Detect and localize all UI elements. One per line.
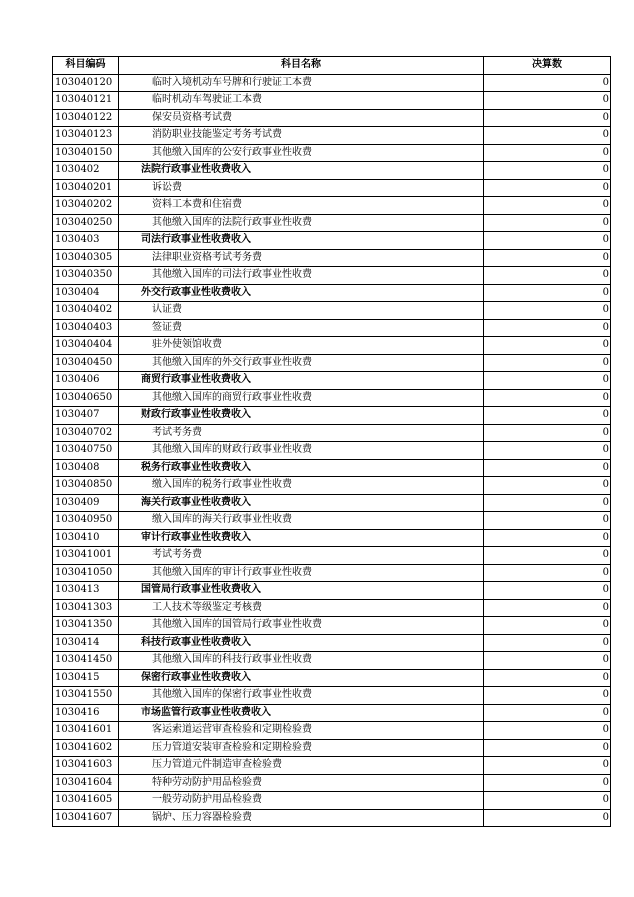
category-row [53,669,611,687]
code-cell: 103041450 [53,652,119,670]
code-cell: 103040750 [53,442,119,460]
name-cell: 审计行政事业性收费收入 [119,529,484,547]
header-name: 科目名称 [119,57,484,75]
amount-cell: 0 [484,424,611,442]
amount-cell: 0 [484,809,611,827]
amount-cell: 0 [484,494,611,512]
table-row [53,197,611,215]
amount-cell: 0 [484,372,611,390]
name-cell: 保密行政事业性收费收入 [119,669,484,687]
name-cell: 财政行政事业性收费收入 [119,407,484,425]
code-cell: 1030410 [53,529,119,547]
code-cell: 103040202 [53,197,119,215]
category-row [53,407,611,425]
code-cell: 1030407 [53,407,119,425]
name-cell: 压力管道元件制造审查检验费 [119,757,484,775]
code-cell: 103041603 [53,757,119,775]
amount-cell: 0 [484,267,611,285]
name-cell: 临时入境机动车号牌和行驶证工本费 [119,74,484,92]
category-row [53,529,611,547]
code-cell: 103040350 [53,267,119,285]
amount-cell: 0 [484,232,611,250]
table-row [53,249,611,267]
table-row [53,424,611,442]
name-cell: 其他缴入国库的审计行政事业性收费 [119,564,484,582]
amount-cell: 0 [484,599,611,617]
code-cell: 1030409 [53,494,119,512]
amount-cell: 0 [484,722,611,740]
name-cell: 考试考务费 [119,424,484,442]
table-row [53,774,611,792]
amount-cell: 0 [484,757,611,775]
name-cell: 其他缴入国库的国管局行政事业性收费 [119,617,484,635]
code-cell: 103040305 [53,249,119,267]
name-cell: 其他缴入国库的科技行政事业性收费 [119,652,484,670]
category-row [53,284,611,302]
amount-cell: 0 [484,477,611,495]
code-cell: 103040402 [53,302,119,320]
code-cell: 1030414 [53,634,119,652]
table-row [53,109,611,127]
table-row [53,687,611,705]
name-cell: 科技行政事业性收费收入 [119,634,484,652]
name-cell: 其他缴入国库的司法行政事业性收费 [119,267,484,285]
name-cell: 其他缴入国库的保密行政事业性收费 [119,687,484,705]
code-cell: 103041607 [53,809,119,827]
table-row [53,757,611,775]
name-cell: 其他缴入国库的财政行政事业性收费 [119,442,484,460]
amount-cell: 0 [484,337,611,355]
amount-cell: 0 [484,652,611,670]
name-cell: 保安员资格考试费 [119,109,484,127]
amount-cell: 0 [484,529,611,547]
table-row [53,722,611,740]
table-row [53,652,611,670]
table-row [53,302,611,320]
code-cell: 1030415 [53,669,119,687]
table-row [53,127,611,145]
amount-cell: 0 [484,179,611,197]
table-row [53,512,611,530]
name-cell: 签证费 [119,319,484,337]
amount-cell: 0 [484,512,611,530]
name-cell: 其他缴入国库的商贸行政事业性收费 [119,389,484,407]
name-cell: 驻外使领馆收费 [119,337,484,355]
table-row [53,267,611,285]
header-amount: 决算数 [484,57,611,75]
code-cell: 103040122 [53,109,119,127]
amount-cell: 0 [484,617,611,635]
category-row [53,634,611,652]
table-body [53,74,611,827]
code-cell: 103040850 [53,477,119,495]
code-cell: 103040120 [53,74,119,92]
name-cell: 压力管道安装审查检验和定期检验费 [119,739,484,757]
category-row [53,459,611,477]
category-row [53,582,611,600]
table-row [53,74,611,92]
amount-cell: 0 [484,669,611,687]
code-cell: 103041350 [53,617,119,635]
category-row [53,494,611,512]
code-cell: 103041001 [53,547,119,565]
name-cell: 外交行政事业性收费收入 [119,284,484,302]
amount-cell: 0 [484,407,611,425]
table-row [53,809,611,827]
name-cell: 商贸行政事业性收费收入 [119,372,484,390]
name-cell: 一般劳动防护用品检验费 [119,792,484,810]
amount-cell: 0 [484,162,611,180]
table-row [53,477,611,495]
name-cell: 海关行政事业性收费收入 [119,494,484,512]
name-cell: 临时机动车驾驶证工本费 [119,92,484,110]
name-cell: 缴入国库的海关行政事业性收费 [119,512,484,530]
name-cell: 认证费 [119,302,484,320]
amount-cell: 0 [484,144,611,162]
category-row [53,704,611,722]
table-row [53,564,611,582]
amount-cell: 0 [484,74,611,92]
name-cell: 客运索道运营审查检验和定期检验费 [119,722,484,740]
code-cell: 1030413 [53,582,119,600]
code-cell: 103041050 [53,564,119,582]
code-cell: 103040123 [53,127,119,145]
code-cell: 103040404 [53,337,119,355]
amount-cell: 0 [484,197,611,215]
code-cell: 103040450 [53,354,119,372]
table-row [53,214,611,232]
table-row [53,337,611,355]
amount-cell: 0 [484,774,611,792]
amount-cell: 0 [484,582,611,600]
code-cell: 103040121 [53,92,119,110]
code-cell: 103041605 [53,792,119,810]
code-cell: 1030406 [53,372,119,390]
amount-cell: 0 [484,739,611,757]
name-cell: 法律职业资格考试考务费 [119,249,484,267]
table-row [53,319,611,337]
code-cell: 103041601 [53,722,119,740]
category-row [53,372,611,390]
name-cell: 其他缴入国库的公安行政事业性收费 [119,144,484,162]
amount-cell: 0 [484,687,611,705]
code-cell: 1030402 [53,162,119,180]
table-row [53,389,611,407]
amount-cell: 0 [484,459,611,477]
code-cell: 103040950 [53,512,119,530]
table-row [53,144,611,162]
table-row [53,547,611,565]
budget-table [52,56,611,827]
table-row [53,599,611,617]
code-cell: 103040150 [53,144,119,162]
code-cell: 103040403 [53,319,119,337]
amount-cell: 0 [484,354,611,372]
name-cell: 特种劳动防护用品检验费 [119,774,484,792]
amount-cell: 0 [484,92,611,110]
code-cell: 103040201 [53,179,119,197]
amount-cell: 0 [484,214,611,232]
name-cell: 考试考务费 [119,547,484,565]
name-cell: 诉讼费 [119,179,484,197]
amount-cell: 0 [484,109,611,127]
amount-cell: 0 [484,284,611,302]
code-cell: 1030408 [53,459,119,477]
header-code: 科目编码 [53,57,119,75]
table-row [53,179,611,197]
name-cell: 锅炉、压力容器检验费 [119,809,484,827]
code-cell: 1030416 [53,704,119,722]
code-cell: 103040702 [53,424,119,442]
table-row [53,354,611,372]
amount-cell: 0 [484,634,611,652]
code-cell: 103041604 [53,774,119,792]
code-cell: 103040650 [53,389,119,407]
name-cell: 其他缴入国库的外交行政事业性收费 [119,354,484,372]
table-row [53,92,611,110]
amount-cell: 0 [484,249,611,267]
table-row [53,739,611,757]
amount-cell: 0 [484,127,611,145]
table-row [53,792,611,810]
name-cell: 税务行政事业性收费收入 [119,459,484,477]
name-cell: 司法行政事业性收费收入 [119,232,484,250]
name-cell: 消防职业技能鉴定考务考试费 [119,127,484,145]
name-cell: 法院行政事业性收费收入 [119,162,484,180]
amount-cell: 0 [484,302,611,320]
amount-cell: 0 [484,547,611,565]
table-row [53,617,611,635]
amount-cell: 0 [484,792,611,810]
amount-cell: 0 [484,564,611,582]
amount-cell: 0 [484,389,611,407]
category-row [53,232,611,250]
name-cell: 市场监管行政事业性收费收入 [119,704,484,722]
amount-cell: 0 [484,319,611,337]
table-row [53,442,611,460]
amount-cell: 0 [484,442,611,460]
name-cell: 资料工本费和住宿费 [119,197,484,215]
code-cell: 1030404 [53,284,119,302]
code-cell: 103041550 [53,687,119,705]
code-cell: 103040250 [53,214,119,232]
code-cell: 103041602 [53,739,119,757]
category-row [53,162,611,180]
amount-cell: 0 [484,704,611,722]
header-row [53,57,611,75]
code-cell: 103041303 [53,599,119,617]
name-cell: 其他缴入国库的法院行政事业性收费 [119,214,484,232]
name-cell: 工人技术等级鉴定考核费 [119,599,484,617]
code-cell: 1030403 [53,232,119,250]
name-cell: 国管局行政事业性收费收入 [119,582,484,600]
name-cell: 缴入国库的税务行政事业性收费 [119,477,484,495]
